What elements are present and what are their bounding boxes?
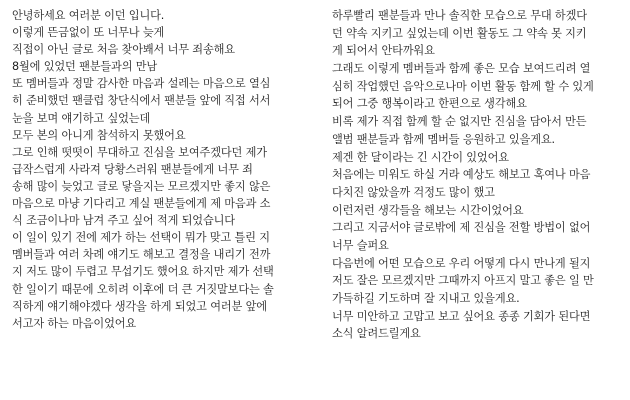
letter-line: 그래도 이렇게 멤버들과 함께 좋은 모습 보여드리려 열 (332, 62, 591, 76)
letter-line: 너무 슬퍼요 (332, 238, 389, 252)
letter-line: 모두 본의 아니게 참석하지 못했어요 (12, 128, 186, 142)
letter-line: 처음에는 미워도 하실 거라 예상도 해보고 혹여나 마음 (332, 168, 591, 182)
letter-line: 식 조금이나마 남겨 주고 싶어 적게 되었습니다 (12, 214, 235, 228)
letter-line: 이렇게 뜬금없이 또 너무나 늦게 (12, 26, 165, 40)
letter-line: 다음번에 어떤 모습으로 우리 어떻게 다시 만나게 될지 (332, 256, 591, 270)
letter-line: 저도 잘은 모르겠지만 그때까지 아프지 말고 좋은 일 만 (332, 274, 594, 288)
letter-line: 한 일이기 때문에 오히려 이후에 더 큰 거짓말보다는 솔 (12, 282, 274, 296)
letter-line: 직접이 아닌 글로 처음 찾아봬서 너무 죄송해요 (12, 43, 235, 57)
letter-line: 마음으로 마냥 기다리고 계실 팬분들에게 제 마음과 소 (12, 197, 271, 211)
letter-line: 급작스럽게 사라져 당황스러워 팬분들에게 너무 죄 (12, 162, 253, 176)
letter-line: 멤버들과 여러 차례 얘기도 해보고 결정을 내리기 전까 (12, 248, 271, 262)
letter-line: 소식 알려드릴게요 (332, 327, 421, 341)
letter-line: 되어 그중 행복이라고 한편으로 생각해요 (332, 97, 527, 111)
letter-line: 제겐 한 달이라는 긴 시간이 있었어요 (332, 150, 509, 164)
letter-line: 하루빨리 팬분들과 만나 솔직한 모습으로 무대 하겠다 (332, 9, 587, 22)
letter-line: 가득하길 기도하며 잘 지내고 있을게요. (332, 292, 520, 305)
letter-line: 서고자 하는 마음이었어요 (12, 316, 137, 330)
letter-line: 비록 제가 직접 함께 할 순 없지만 진심을 담아서 만든 (332, 115, 587, 129)
letter-line: 그로 인해 떳떳이 무대하고 진심을 보여주겠다던 제가 (12, 145, 267, 159)
letter-line: 히 준비했던 팬클럽 창단식에서 팬분들 앞에 직접 서서 (12, 94, 271, 108)
letter-line: 직하게 얘기해야겠다 생각을 하게 되었고 여러분 앞에 (12, 299, 267, 313)
letter-line: 너무 미안하고 고맙고 보고 싶어요 종종 기회가 된다면 (332, 309, 591, 323)
letter-line: 게 되어서 안타까워요 (332, 44, 435, 58)
letter-line: 심히 작업했던 음악으로나마 이번 활동 함께 할 수 있게 (332, 79, 594, 93)
letter-line: 이런저런 생각들을 해보는 시간이었어요 (332, 203, 524, 217)
letter-line: 던 약속 지키고 싶었는데 이번 활동도 그 약속 못 지키 (332, 26, 587, 40)
letter-line: 다치진 않았을까 걱정도 많이 했고 (332, 185, 495, 199)
letter-line: 앨범 팬분들과 함께 멤버들 응원하고 있을게요. (332, 132, 555, 146)
letter-line: 이 일이 있기 전에 제가 하는 선택이 뭐가 맞고 틀린 지 (12, 231, 270, 245)
letter-line: 지 저도 많이 두렵고 무섭기도 했어요 하지만 제가 선택 (12, 265, 274, 279)
letter-line: 송해 많이 늦었고 글로 닿을지는 모르겠지만 좋지 않은 (12, 179, 271, 193)
letter-line: 그리고 지금서야 글로밖에 제 진심을 전할 방법이 없어 (332, 221, 591, 235)
letter-line: 8월에 있었던 팬분들과의 만남 (12, 60, 158, 74)
letter-right-column (324, 0, 630, 400)
letter-line: 안녕하세요 여러분 이던 입니다. (12, 9, 165, 22)
letter-line: 또 멤버들과 정말 감사한 마음과 설레는 마음으로 열심 (12, 77, 271, 91)
letter-line: 눈을 보며 얘기하고 싶었는데 (12, 111, 151, 125)
